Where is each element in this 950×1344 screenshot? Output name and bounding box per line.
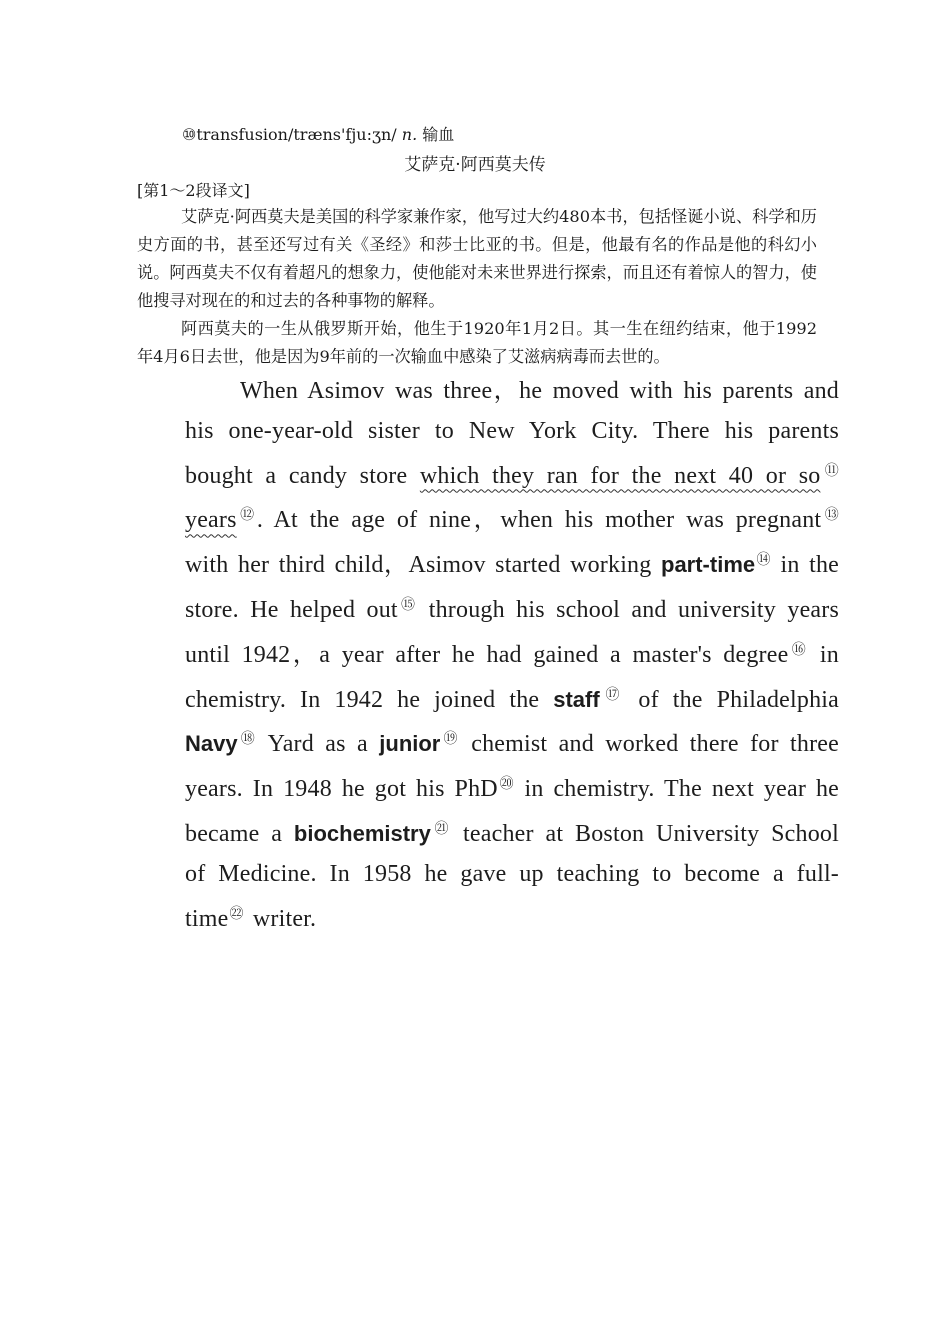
passage-text: When Asimov was three，he moved with his parents and his one-year-old sister to New York City. There his parents bought a candy store <box>185 378 839 489</box>
footnote-marker-11: ⑪ <box>821 463 840 479</box>
vocab-meaning: 输血 <box>422 125 455 144</box>
passage-text: writer. <box>243 905 317 932</box>
footnote-marker-20: ⑳ <box>498 777 515 793</box>
passage-text: in the store. He helped out <box>185 552 840 623</box>
page-title: 艾萨克·阿西莫夫传 <box>404 155 546 175</box>
note-number: ⑩ <box>182 125 197 144</box>
passage-text: Yard as a <box>257 731 380 758</box>
wavy-underline-phrase-end: years <box>185 507 237 534</box>
translation-paragraph-1: 艾萨克·阿西莫夫是美国的科学家兼作家，他写过大约480本书，包括怪诞小说、科学和历史方面的书，甚至还写过有关《圣经》和莎士比亚的书。但是，他最有名的作品是他的科幻小说。阿西莫夫不仅有着超凡的想象力，使他能对未来世界进行探索，而且还有着惊人的智力，使他搜寻对现在的和过去的各种事物的解释。 <box>137 207 817 310</box>
part-of-speech: n. <box>401 125 418 144</box>
section-label: [第1～2段译文] <box>137 181 250 200</box>
footnote-marker-14: ⑭ <box>756 553 771 569</box>
footnote-marker-18: ⑱ <box>238 732 258 748</box>
keyword-biochemistry: biochemistry <box>293 820 431 846</box>
translation-paragraph-2: 阿西莫夫的一生从俄罗斯开始，他生于1920年1月2日。其一生在纽约结束，他于1992年4月6日去世，他是因为9年前的一次输血中感染了艾滋病病毒而去世的。 <box>137 319 817 366</box>
vocab-note <box>182 122 454 145</box>
vocab-entry: transfusion/træns'fju:ʒn/ <box>196 125 397 144</box>
keyword-part-time: part-time <box>661 552 756 578</box>
passage-text: chemist and worked there for three years. In 1948 he got his PhD <box>185 731 840 803</box>
english-passage <box>185 372 839 939</box>
passage-text: . At the age of nine，when his mother was pregnant <box>256 507 822 534</box>
footnote-marker-13: ⑬ <box>822 508 840 524</box>
footnote-marker-21: ㉑ <box>431 821 452 837</box>
footnote-marker-15: ⑮ <box>398 597 418 613</box>
footnote-marker-22: ㉒ <box>229 906 244 922</box>
translation-block <box>137 203 817 371</box>
footnote-marker-19: ⑲ <box>441 732 460 748</box>
passage-text: of the Philadelphia <box>624 686 840 713</box>
passage-text: teacher at Boston University School of Medicine. In 1958 he gave up teaching to become a full-time <box>185 820 840 932</box>
passage-text: through his school and university years until 1942，a year after he had gained a master's degree <box>185 596 840 668</box>
passage-paragraph <box>185 372 839 939</box>
passage-text: with her third child，Asimov started working <box>185 552 661 579</box>
footnote-marker-17: ⑰ <box>600 687 625 703</box>
wavy-underline-phrase: which they ran for the next 40 or so <box>419 462 821 489</box>
keyword-navy: Navy <box>185 731 238 757</box>
passage-text: in chemistry. In 1942 he joined the <box>185 641 839 713</box>
keyword-staff: staff <box>553 686 600 712</box>
passage-text: in chemistry. The next year he became a <box>185 776 840 847</box>
footnote-marker-12: ⑫ <box>237 508 257 524</box>
keyword-junior: junior <box>379 731 441 757</box>
footnote-marker-16: ⑯ <box>789 642 809 658</box>
